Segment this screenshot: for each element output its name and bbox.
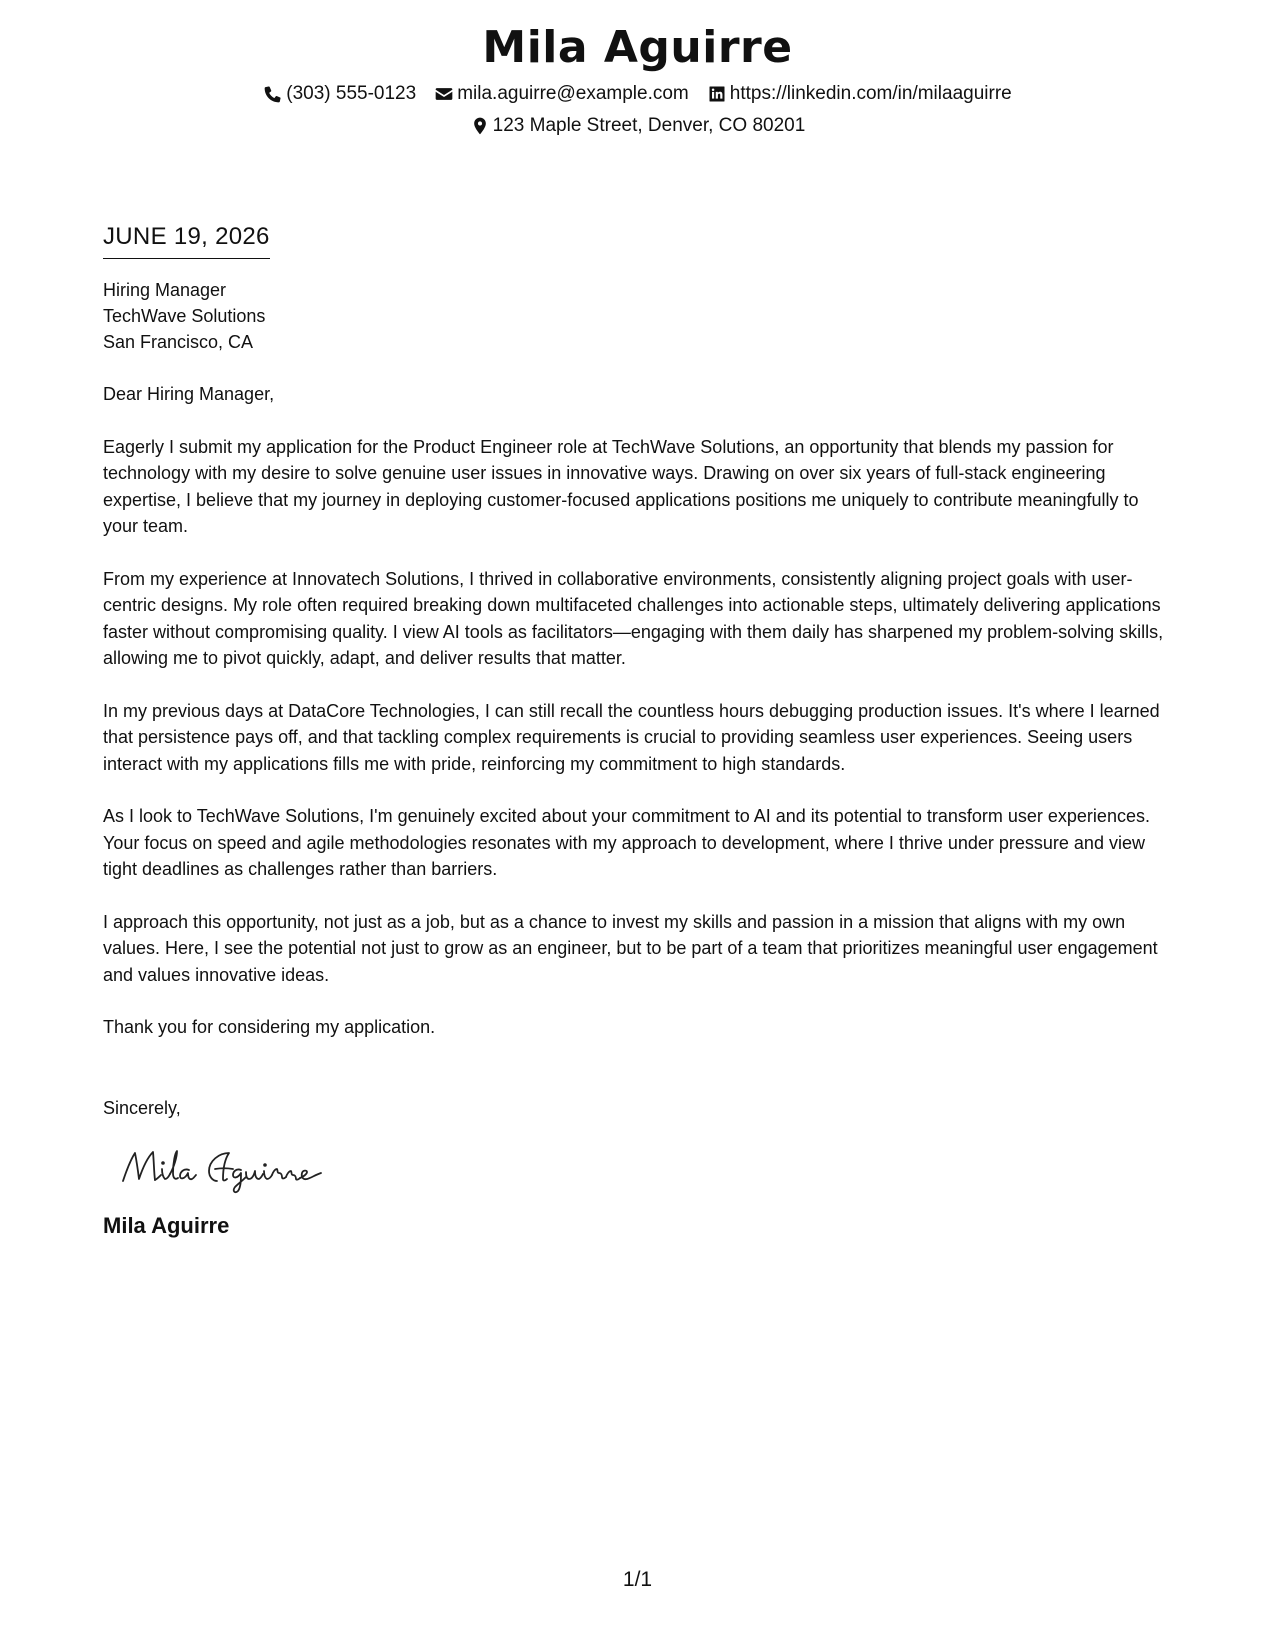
body-paragraph: Eagerly I submit my application for the Product Engineer role at TechWave Solutions, an opportunity that blends my passion for technology with my desire to solve genuine user issues in innovative ways. Drawing on over six years of full-stack engineering expertise, I believe that my journey in deploying customer-focused applications positions me uniquely to contribute meaningfully to your team. <box>103 436 1139 536</box>
email-link[interactable]: mila.aguirre@example.com <box>457 83 689 104</box>
letter-body <box>103 220 1178 1241</box>
body-paragraph: I approach this opportunity, not just as a job, but as a chance to invest my skills and passion in a mission that aligns with my own values. Here, I see the potential not just to grow as an engineer, but to be part of a team that prioritizes meaningful user engagement and values innovative ideas. <box>103 911 1158 985</box>
page-number: 1/1 <box>622 1568 653 1591</box>
letter-date: JUNE 19, 2026 <box>103 220 270 259</box>
applicant-name: Mila Aguirre <box>482 22 793 73</box>
recipient-location: San Francisco, CA <box>103 332 254 352</box>
address-text: 123 Maple Street, Denver, CO 80201 <box>492 115 806 136</box>
recipient-title: Hiring Manager <box>103 280 227 300</box>
contact-phone <box>263 80 416 108</box>
recipient-block <box>103 277 1178 355</box>
phone-icon <box>263 84 283 104</box>
body-paragraph: As I look to TechWave Solutions, I'm genuinely excited about your commitment to AI and its potential to transform user experiences. Your focus on speed and agile methodologies resonates with my approach to development, where I thrive under pressure and view tight deadlines as challenges rather than barriers. <box>103 806 1150 879</box>
phone-text: (303) 555-0123 <box>286 83 417 104</box>
contact-email <box>434 80 689 108</box>
closing: Sincerely, <box>103 1097 181 1118</box>
contact-address <box>470 112 806 140</box>
signer-name: Mila Aguirre <box>103 1213 230 1238</box>
body-paragraph: In my previous days at DataCore Technologies, I can still recall the countless hours debugging production issues. It's where I learned that persistence pays off, and that tackling complex requirements is crucial to providing seamless user experiences. Seeing users interact with my applications fills me with pride, reinforcing my commitment to high standards. <box>103 700 1160 774</box>
contact-linkedin <box>707 80 1012 108</box>
handwritten-signature <box>117 1139 357 1199</box>
linkedin-link[interactable]: https://linkedin.com/in/milaaguirre <box>729 83 1012 104</box>
body-paragraph: From my experience at Innovatech Solutions, I thrived in collaborative environments, consistently aligning project goals with user-centric designs. My role often required breaking down multifaceted challenges into actionable steps, ultimately delivering applications faster without compromising quality. I view AI tools as facilitators—engaging with them daily has sharpened my problem-solving skills, allowing me to pivot quickly, adapt, and deliver results that matter. <box>103 568 1164 668</box>
envelope-icon <box>434 84 454 104</box>
salutation: Dear Hiring Manager, <box>103 384 275 404</box>
map-marker-icon <box>470 116 490 136</box>
thanks-line: Thank you for considering my application. <box>103 1017 436 1037</box>
contact-row-address <box>0 112 1275 140</box>
linkedin-icon <box>707 84 727 104</box>
contact-row-primary <box>0 80 1275 108</box>
recipient-company: TechWave Solutions <box>103 306 266 326</box>
letter-header <box>0 18 1275 140</box>
